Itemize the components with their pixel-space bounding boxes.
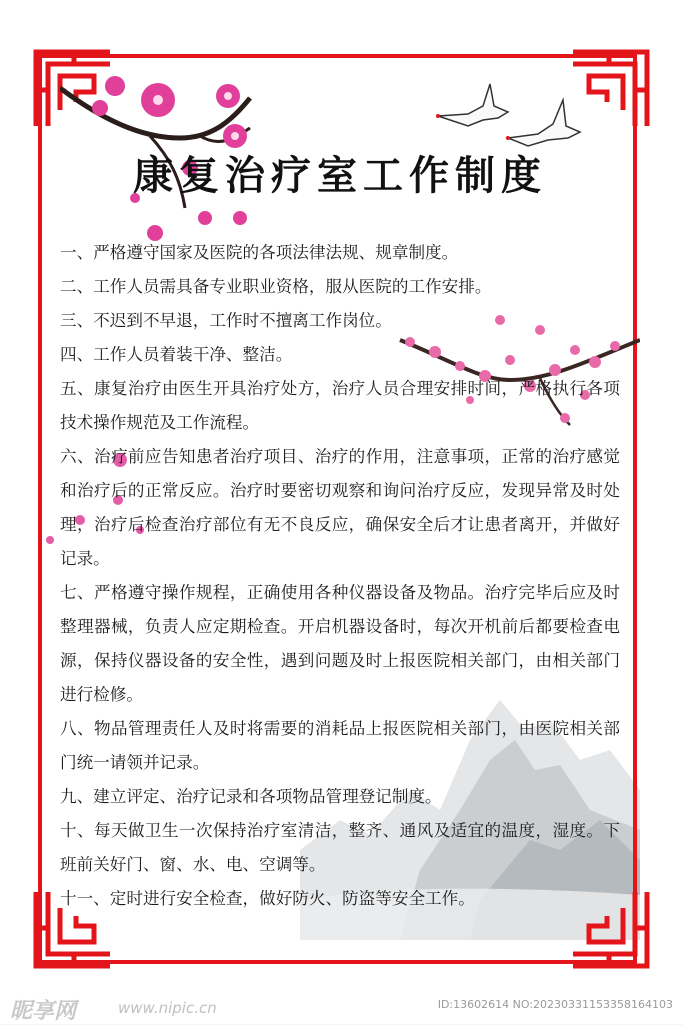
rule-item: 八、物品管理责任人及时将需要的消耗品上报医院相关部门，由医院相关部门统一请领并记录。 xyxy=(60,719,620,772)
rule-item: 一、严格遵守国家及医院的各项法律法规、规章制度。 xyxy=(60,243,459,262)
rule-item: 七、严格遵守操作规程，正确使用各种仪器设备及物品。治疗完毕后应及时整理器械，负责人应定期检查。开启机器设备时，每次开机前后都要检查电源，保持仪器设备的安全性，遇到问题及时上报医院相关部门，由相关部门进行检修。 xyxy=(60,583,620,704)
rule-item: 五、康复治疗由医生开具治疗处方，治疗人员合理安排时间，严格执行各项技术操作规范及工作流程。 xyxy=(60,379,620,432)
rule-item: 二、工作人员需具备专业职业资格，服从医院的工作安排。 xyxy=(60,277,492,296)
image-id: ID:13602614 NO:20230331153358164103 xyxy=(437,998,673,1011)
rules-list xyxy=(60,236,620,916)
rule-item: 九、建立评定、治疗记录和各项物品管理登记制度。 xyxy=(60,787,442,806)
page-title: 康复治疗室工作制度 xyxy=(133,152,547,199)
rule-item: 三、不迟到不早退，工作时不擅离工作岗位。 xyxy=(60,311,392,330)
watermark-url: www.nipic.cn xyxy=(118,999,217,1017)
rule-item: 四、工作人员着装干净、整洁。 xyxy=(60,345,293,364)
watermark-bar xyxy=(0,986,683,1024)
rule-item: 六、治疗前应告知患者治疗项目、治疗的作用，注意事项，正常的治疗感觉和治疗后的正常反应。治疗时要密切观察和询问治疗反应，发现异常及时处理，治疗后检查治疗部位有无不良反应，确保安全后才让患者离开，并做好记录。 xyxy=(60,447,620,568)
rule-item: 十、每天做卫生一次保持治疗室清洁，整齐、通风及适宜的温度，湿度。下班前关好门、窗、水、电、空调等。 xyxy=(60,821,620,874)
rule-item: 十一、定时进行安全检查，做好防火、防盗等安全工作。 xyxy=(60,889,475,908)
watermark-logo: 昵享网 xyxy=(10,999,77,1024)
